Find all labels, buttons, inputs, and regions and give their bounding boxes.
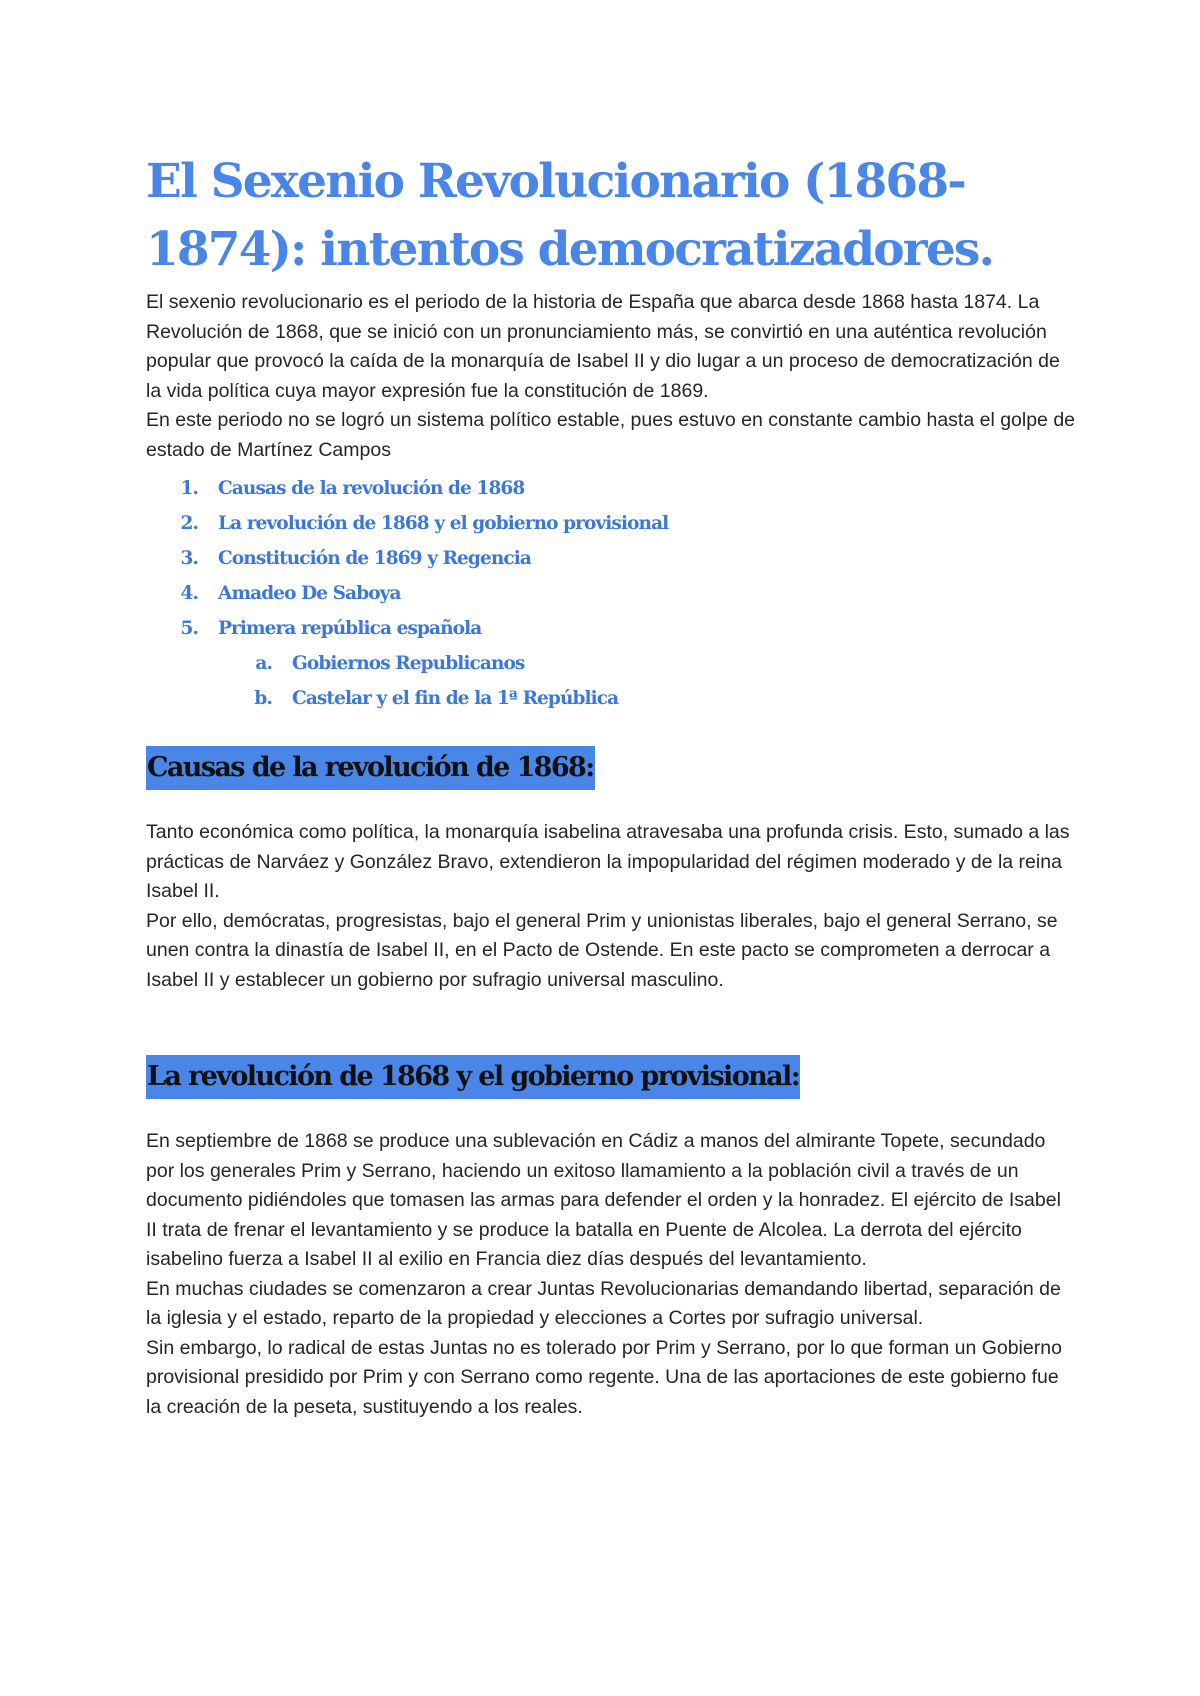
toc-number: 4. [180, 583, 198, 604]
section-paragraph: Sin embargo, lo radical de estas Juntas no es tolerado por Prim y Serrano, por lo que forman un Gobierno provisional presidido por Prim y con Serrano como regente. Una de las aportaciones de este gobierno fue la creación de la peseta, sustituyendo a los reales. [146, 1336, 1062, 1418]
document-title: El Sexenio Revolucionario (1868-1874): intentos democratizadores. [146, 154, 994, 277]
toc-label: Primera república española [218, 618, 482, 639]
toc-subitem [146, 681, 1076, 716]
toc-item [146, 506, 1076, 541]
toc-number: 2. [180, 513, 198, 534]
toc-label: Castelar y el fin de la 1ª República [292, 688, 619, 709]
toc-number: 3. [180, 548, 198, 569]
intro-paragraph: El sexenio revolucionario es el periodo de la historia de España que abarca desde 1868 hasta 1874. La Revolución de 1868, que se inició con un pronunciamiento más, se convirtió en una auténtica revolución popular que provocó la caída de la monarquía de Isabel II y dio lugar a un proceso de democratización de la vida política cuya mayor expresión fue la constitución de 1869. [146, 291, 1060, 402]
toc-number: a. [255, 653, 272, 674]
toc-item [146, 541, 1076, 576]
intro-paragraph: En este periodo no se logró un sistema político estable, pues estuvo en constante cambio hasta el golpe de estado de Martínez Campos [146, 409, 1076, 461]
section-heading-revolucion: La revolución de 1868 y el gobierno provisional: [146, 1055, 800, 1099]
toc-label: Amadeo De Saboya [218, 583, 401, 604]
toc-subitem [146, 646, 1076, 681]
section-paragraph: En muchas ciudades se comenzaron a crear Juntas Revolucionarias demandando libertad, separación de la iglesia y el estado, reparto de la propiedad y elecciones a Cortes por sufragio universal. [146, 1277, 1061, 1329]
toc-number: 1. [180, 478, 198, 499]
toc-label: La revolución de 1868 y el gobierno provisional [218, 513, 669, 534]
toc-item [146, 576, 1076, 611]
section-paragraph: Tanto económica como política, la monarquía isabelina atravesaba una profunda crisis. Esto, sumado a las prácticas de Narváez y González Bravo, extendieron la impopularidad del régimen moderado y de la reina Isabel II. [146, 821, 1070, 902]
document-content [146, 148, 1076, 1422]
section-paragraph: Por ello, demócratas, progresistas, bajo el general Prim y unionistas liberales, bajo el general Serrano, se unen contra la dinastía de Isabel II, en el Pacto de Ostende. En este pacto se comprometen a derrocar a Isabel II y establecer un gobierno por sufragio universal masculino. [146, 909, 1058, 991]
toc-number: b. [254, 688, 272, 709]
toc-item [146, 611, 1076, 646]
toc-label: Gobiernos Republicanos [292, 653, 525, 674]
toc-label: Causas de la revolución de 1868 [218, 478, 525, 499]
section-heading-causas: Causas de la revolución de 1868: [146, 746, 595, 790]
table-of-contents [146, 471, 1076, 716]
section-paragraph: En septiembre de 1868 se produce una sublevación en Cádiz a manos del almirante Topete, secundado por los generales Prim y Serrano, haciendo un exitoso llamamiento a la población civil a través de un documento pidiéndoles que tomasen las armas para defender el orden y la honradez. El ejército de Isabel II trata de frenar el levantamiento y se produce la batalla en Puente de Alcolea. La derrota del ejército isabelino fuerza a Isabel II al exilio en Francia diez días después del levantamiento. [146, 1130, 1061, 1270]
toc-item [146, 471, 1076, 506]
toc-label: Constitución de 1869 y Regencia [218, 548, 531, 569]
toc-number: 5. [180, 618, 198, 639]
